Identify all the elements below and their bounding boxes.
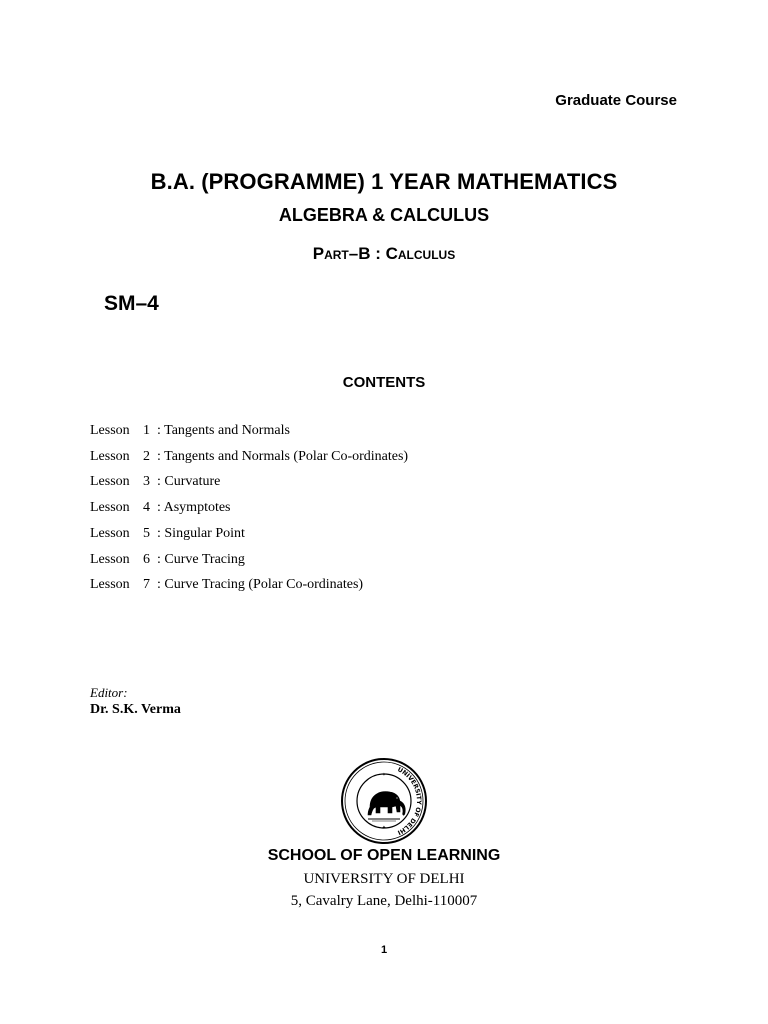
lesson-item (90, 418, 408, 444)
lesson-title: : Tangents and Normals (Polar Co-ordinates) (157, 448, 409, 464)
address: 5, Cavalry Lane, Delhi-110007 (290, 893, 478, 909)
school-name: SCHOOL OF OPEN LEARNING (267, 847, 501, 864)
lesson-item (90, 469, 408, 495)
course-label: Graduate Course (555, 92, 677, 109)
lesson-label: Lesson (90, 525, 130, 541)
lesson-title: : Asymptotes (157, 500, 231, 516)
lesson-item (90, 547, 408, 573)
page-number: 1 (380, 944, 388, 956)
university-of-delhi-seal-icon (340, 757, 428, 845)
svg-text:✦: ✦ (381, 825, 387, 831)
lesson-title: : Curvature (157, 474, 221, 490)
lesson-number: 2 (143, 448, 150, 464)
lesson-item (90, 444, 408, 470)
lesson-number: 1 (143, 423, 150, 438)
lesson-label: Lesson (90, 474, 130, 490)
lesson-item (90, 572, 408, 598)
lessons-list (90, 418, 408, 598)
document-title: B.A. (PROGRAMME) 1 YEAR MATHEMATICS (150, 169, 618, 194)
lesson-label: Lesson (90, 577, 130, 593)
lesson-number: 7 (143, 577, 150, 593)
svg-text:✦: ✦ (381, 772, 387, 778)
lesson-title: : Tangents and Normals (157, 423, 290, 438)
study-material-code: SM–4 (104, 292, 159, 315)
lesson-number: 3 (143, 474, 150, 490)
document-subtitle: ALGEBRA & CALCULUS (278, 205, 490, 225)
lesson-label: Lesson (90, 551, 130, 567)
lesson-label: Lesson (90, 448, 130, 464)
lesson-number: 4 (143, 500, 150, 516)
lesson-item (90, 495, 408, 521)
lesson-title: : Curve Tracing (157, 551, 245, 567)
lesson-item (90, 521, 408, 547)
editor-name: Dr. S.K. Verma (90, 702, 181, 717)
lesson-label: Lesson (90, 500, 130, 516)
editor-label: Editor: (90, 685, 128, 700)
university-name: UNIVERSITY OF DELHI (303, 871, 465, 887)
lesson-title: : Singular Point (157, 525, 245, 541)
part-title: Part–B : Calculus (312, 244, 456, 263)
lesson-number: 5 (143, 525, 150, 541)
seal-ring-text: UNIVERSITY OF DELHI (396, 766, 423, 836)
lesson-label: Lesson (90, 423, 130, 438)
contents-heading: CONTENTS (342, 374, 426, 391)
lesson-number: 6 (143, 551, 150, 567)
lesson-title: : Curve Tracing (Polar Co-ordinates) (157, 577, 364, 593)
